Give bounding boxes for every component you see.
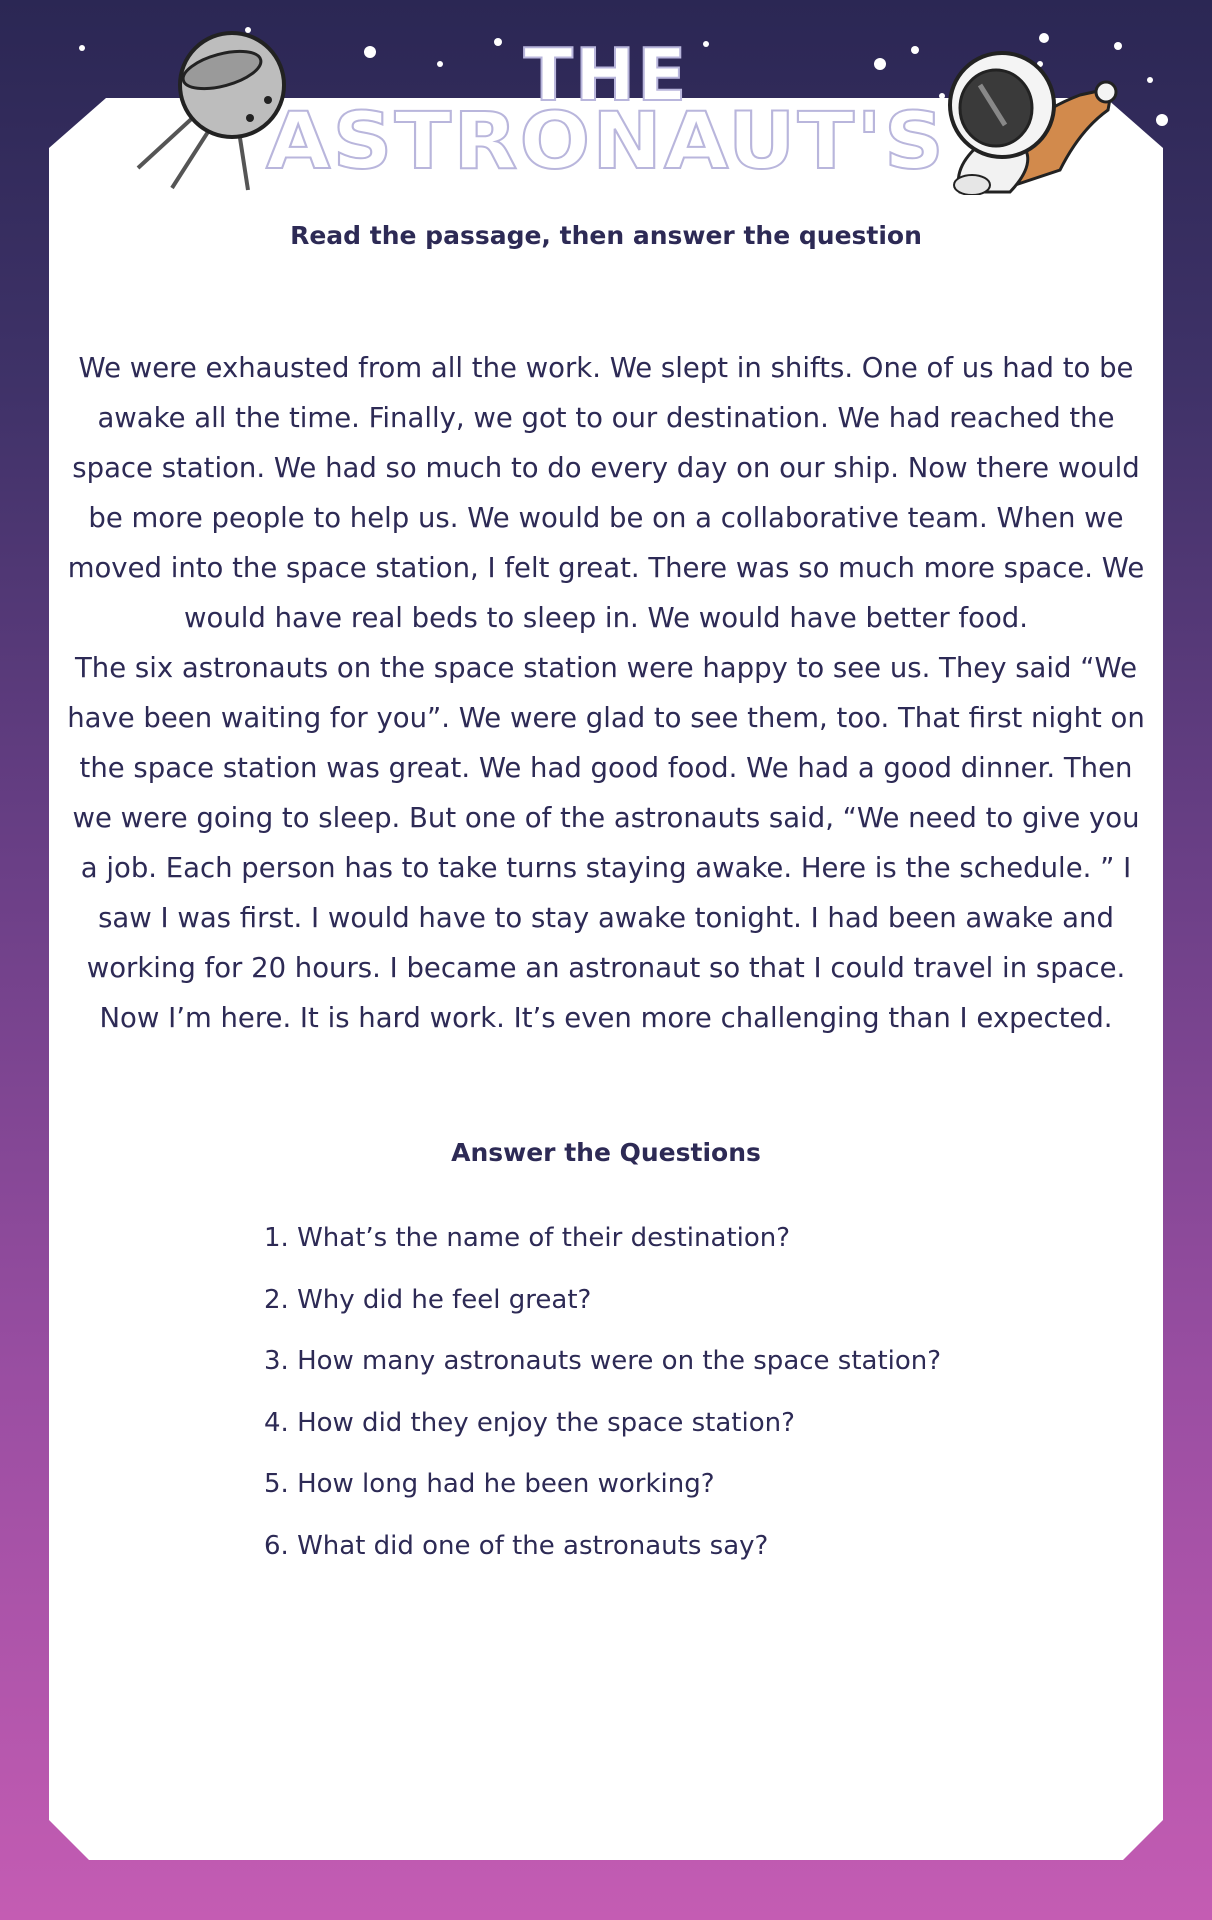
- question-item: 1. What’s the name of their destination?: [264, 1223, 791, 1253]
- question-item: 2. Why did he feel great?: [264, 1284, 592, 1315]
- passage-paragraph: We were exhausted from all the work. We slept in shifts. One of us had to be awake all the time. Finally, we got to our destination. We had reached the space station. We had so much to do every day on our ship. Now there would be more people to help us. We would be on a collaborative team. When we moved into the space station, I felt great. There was so much more space. We would have real beds to sleep in. We would have better food.: [67, 352, 1145, 634]
- questions-heading: Answer the Questions: [451, 1138, 761, 1167]
- question-item: 6. What did one of the astronauts say?: [264, 1530, 769, 1561]
- title-banner: [0, 0, 1212, 195]
- reading-passage: [62, 343, 1150, 1043]
- questions-list: [264, 1218, 1024, 1588]
- title-line-2: ASTRONAUT'S: [266, 97, 946, 187]
- question-item: 4. How did they enjoy the space station?: [264, 1407, 795, 1438]
- question-item: 3. How many astronauts were on the space station?: [264, 1346, 942, 1377]
- astronaut-illustration: [950, 53, 1116, 195]
- title-line-1: THE: [523, 33, 689, 117]
- instructions-heading: Read the passage, then answer the question: [290, 221, 922, 250]
- satellite-illustration: [138, 33, 284, 190]
- passage-paragraph: The six astronauts on the space station were happy to see us. They said “We have been waiting for you”. We were glad to see them, too. That first night on the space station was great. We had good food. We had a good dinner. Then we were going to sleep. But one of the astronauts said, “We need to give you a job. Each person has to take turns staying awake. Here is the schedule. ” I saw I was first. I would have to stay awake tonight. I had been awake and working for 20 hours. I became an astronaut so that I could travel in space. Now I’m here. It is hard work. It’s even more challenging than I expected.: [67, 652, 1145, 1034]
- question-item: 5. How long had he been working?: [264, 1469, 715, 1500]
